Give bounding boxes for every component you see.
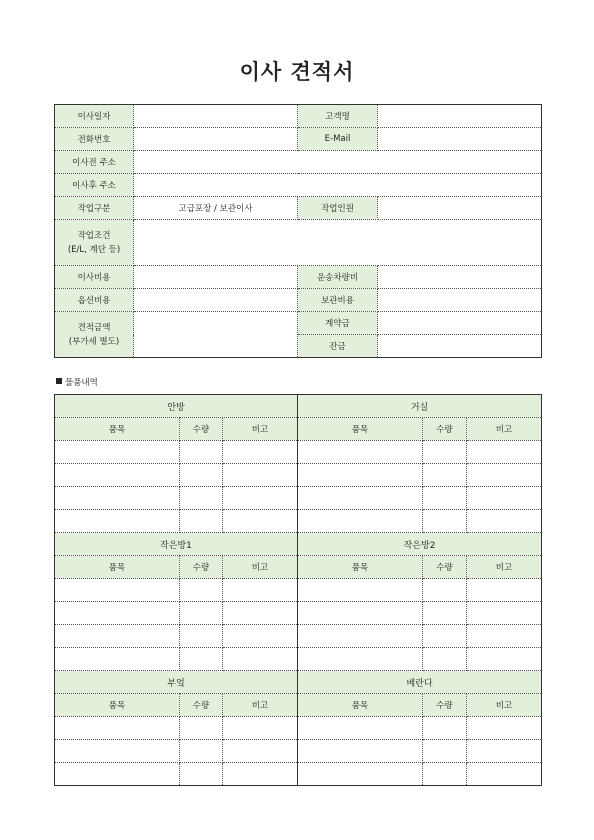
column-header-item: 품목 — [298, 418, 423, 441]
work-condition-label — [55, 220, 134, 266]
item-cell[interactable] — [467, 625, 542, 648]
item-cell[interactable] — [180, 579, 223, 602]
item-cell[interactable] — [55, 464, 180, 487]
item-cell[interactable] — [298, 441, 423, 464]
room-header-living: 거실 — [298, 395, 542, 418]
item-cell[interactable] — [223, 579, 298, 602]
table-row — [55, 464, 542, 487]
item-cell[interactable] — [423, 625, 467, 648]
item-cell[interactable] — [467, 510, 542, 533]
item-cell[interactable] — [55, 763, 180, 786]
item-cell[interactable] — [298, 510, 423, 533]
table-row — [55, 441, 542, 464]
item-cell[interactable] — [223, 510, 298, 533]
email-label: E-Mail — [298, 128, 378, 151]
table-row — [55, 648, 542, 671]
item-cell[interactable] — [55, 441, 180, 464]
column-header-item: 품목 — [55, 556, 180, 579]
item-cell[interactable] — [55, 648, 180, 671]
item-cell[interactable] — [180, 763, 223, 786]
item-cell[interactable] — [298, 464, 423, 487]
email-field[interactable] — [378, 128, 542, 151]
deposit-label: 계약금 — [298, 312, 378, 335]
room-header-kitchen: 부엌 — [55, 671, 298, 694]
to-address-field[interactable] — [134, 174, 542, 197]
storage-cost-field[interactable] — [378, 289, 542, 312]
item-cell[interactable] — [467, 579, 542, 602]
item-cell[interactable] — [298, 625, 423, 648]
item-cell[interactable] — [55, 579, 180, 602]
item-cell[interactable] — [180, 510, 223, 533]
deposit-field[interactable] — [378, 312, 542, 335]
table-row — [55, 487, 542, 510]
item-cell[interactable] — [423, 648, 467, 671]
work-type-value[interactable]: 고급포장 / 보관이사 — [134, 197, 298, 220]
work-condition-field[interactable] — [134, 220, 542, 266]
room-header-small1: 작은방1 — [55, 533, 298, 556]
column-header-note: 비고 — [223, 418, 298, 441]
column-header-item: 품목 — [298, 694, 423, 717]
item-cell[interactable] — [298, 487, 423, 510]
room-header-small2: 작은방2 — [298, 533, 542, 556]
column-header-note: 비고 — [223, 694, 298, 717]
move-date-field[interactable] — [134, 105, 298, 128]
room-header-veranda: 베란다 — [298, 671, 542, 694]
item-cell[interactable] — [180, 648, 223, 671]
workers-field[interactable] — [378, 197, 542, 220]
item-cell[interactable] — [55, 602, 180, 625]
page-title: 이사 견적서 — [239, 60, 355, 84]
item-cell[interactable] — [467, 740, 542, 763]
item-cell[interactable] — [298, 740, 423, 763]
item-cell[interactable] — [467, 602, 542, 625]
estimate-field[interactable] — [134, 312, 298, 358]
item-cell[interactable] — [55, 740, 180, 763]
move-cost-field[interactable] — [134, 266, 298, 289]
section-title — [56, 376, 98, 388]
item-cell[interactable] — [298, 602, 423, 625]
column-header-note: 비고 — [467, 556, 542, 579]
item-cell[interactable] — [55, 487, 180, 510]
item-cell[interactable] — [223, 740, 298, 763]
customer-name-field[interactable] — [378, 105, 542, 128]
item-cell[interactable] — [180, 717, 223, 740]
item-cell[interactable] — [423, 763, 467, 786]
column-header-qty: 수량 — [423, 694, 467, 717]
item-cell[interactable] — [55, 510, 180, 533]
item-cell[interactable] — [423, 579, 467, 602]
section-title-text: 물품내역 — [65, 378, 98, 388]
move-date-label: 이사일자 — [55, 105, 134, 128]
item-cell[interactable] — [423, 510, 467, 533]
item-cell[interactable] — [180, 464, 223, 487]
phone-field[interactable] — [134, 128, 298, 151]
column-header-item: 품목 — [55, 418, 180, 441]
item-cell[interactable] — [423, 487, 467, 510]
from-address-label: 이사전 주소 — [55, 151, 134, 174]
work-condition-label-line2: (E/L, 계단 등) — [67, 244, 121, 255]
column-header-qty: 수량 — [423, 556, 467, 579]
column-header-note: 비고 — [223, 556, 298, 579]
item-cell[interactable] — [223, 464, 298, 487]
estimate-label-line1: 견적금액 — [77, 322, 111, 333]
item-cell[interactable] — [298, 717, 423, 740]
items-table — [54, 394, 542, 786]
item-cell[interactable] — [298, 763, 423, 786]
item-cell[interactable] — [298, 579, 423, 602]
item-cell[interactable] — [55, 717, 180, 740]
item-cell[interactable] — [223, 625, 298, 648]
item-cell[interactable] — [180, 441, 223, 464]
item-cell[interactable] — [223, 717, 298, 740]
item-cell[interactable] — [180, 487, 223, 510]
column-header-qty: 수량 — [423, 418, 467, 441]
column-header-note: 비고 — [467, 694, 542, 717]
estimate-label — [55, 312, 134, 358]
table-row — [55, 740, 542, 763]
room-header-master: 안방 — [55, 395, 298, 418]
table-row — [55, 625, 542, 648]
truck-cost-field[interactable] — [378, 266, 542, 289]
table-row — [55, 717, 542, 740]
move-cost-label: 이사비용 — [55, 266, 134, 289]
item-cell[interactable] — [467, 648, 542, 671]
table-row — [55, 510, 542, 533]
column-header-note: 비고 — [467, 418, 542, 441]
item-cell[interactable] — [180, 740, 223, 763]
item-cell[interactable] — [223, 648, 298, 671]
option-cost-label: 옵션비용 — [55, 289, 134, 312]
work-type-label: 작업구분 — [55, 197, 134, 220]
item-cell[interactable] — [423, 441, 467, 464]
from-address-field[interactable] — [134, 151, 542, 174]
customer-name-label: 고객명 — [298, 105, 378, 128]
table-row — [55, 763, 542, 786]
item-cell[interactable] — [467, 763, 542, 786]
item-cell[interactable] — [467, 441, 542, 464]
column-header-qty: 수량 — [180, 418, 223, 441]
balance-label: 잔금 — [298, 335, 378, 358]
item-cell[interactable] — [223, 487, 298, 510]
estimate-label-line2: (부가세 별도) — [68, 336, 120, 347]
item-cell[interactable] — [467, 464, 542, 487]
to-address-label: 이사후 주소 — [55, 174, 134, 197]
item-cell[interactable] — [423, 717, 467, 740]
column-header-qty: 수량 — [180, 556, 223, 579]
item-cell[interactable] — [55, 625, 180, 648]
phone-label: 전화번호 — [55, 128, 134, 151]
workers-label: 작업인원 — [298, 197, 378, 220]
table-row — [55, 579, 542, 602]
work-condition-label-line1: 작업조건 — [77, 230, 111, 241]
column-header-qty: 수량 — [180, 694, 223, 717]
column-header-item: 품목 — [298, 556, 423, 579]
item-cell[interactable] — [423, 740, 467, 763]
customer-info-table — [54, 104, 542, 358]
storage-cost-label: 보관비용 — [298, 289, 378, 312]
item-cell[interactable] — [423, 602, 467, 625]
item-cell[interactable] — [467, 487, 542, 510]
item-cell[interactable] — [180, 625, 223, 648]
balance-field[interactable] — [378, 335, 542, 358]
item-cell[interactable] — [223, 763, 298, 786]
truck-cost-label: 운송차량비 — [298, 266, 378, 289]
item-cell[interactable] — [467, 717, 542, 740]
table-row — [55, 602, 542, 625]
option-cost-field[interactable] — [134, 289, 298, 312]
column-header-item: 품목 — [55, 694, 180, 717]
item-cell[interactable] — [223, 441, 298, 464]
square-bullet-icon — [56, 378, 62, 384]
item-cell[interactable] — [180, 602, 223, 625]
item-cell[interactable] — [223, 602, 298, 625]
item-cell[interactable] — [298, 648, 423, 671]
item-cell[interactable] — [423, 464, 467, 487]
